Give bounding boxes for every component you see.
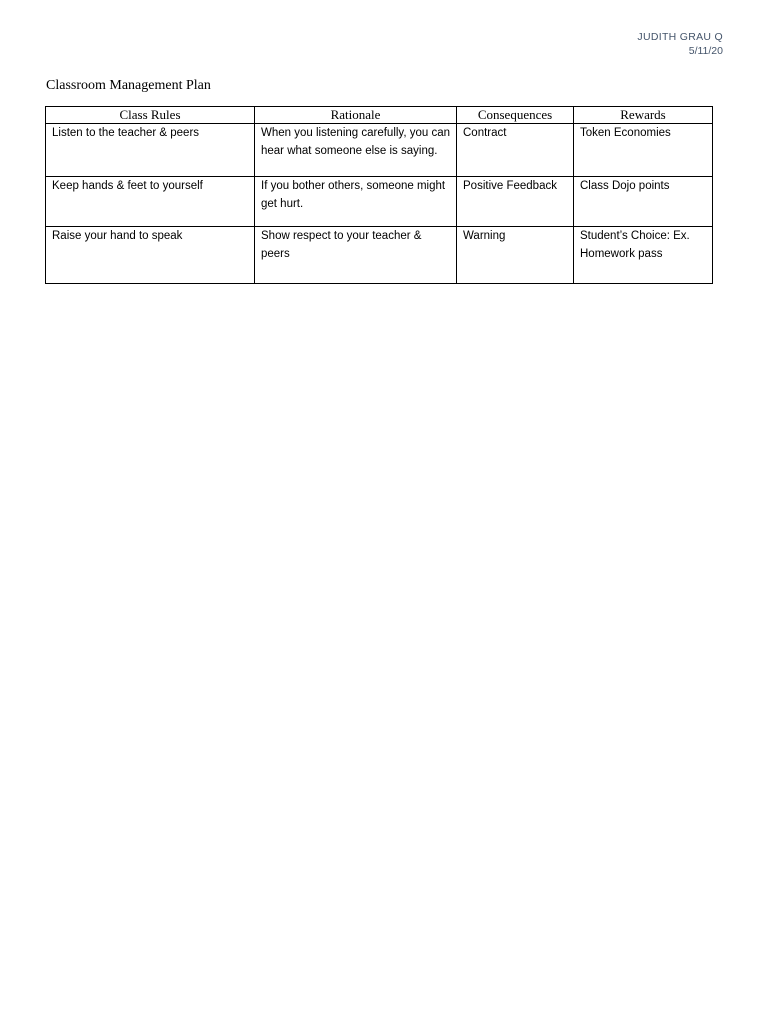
author-name: JUDITH GRAU Q	[637, 31, 723, 43]
column-header-consequences: Consequences	[457, 107, 574, 124]
management-plan-table	[45, 106, 713, 284]
cell-reward: Token Economies	[574, 124, 713, 177]
table-row	[46, 124, 713, 177]
table-header-row	[46, 107, 713, 124]
column-header-rationale: Rationale	[255, 107, 457, 124]
column-header-rewards: Rewards	[574, 107, 713, 124]
cell-class-rule: Keep hands & feet to yourself	[46, 177, 255, 227]
cell-class-rule: Listen to the teacher & peers	[46, 124, 255, 177]
cell-rationale: When you listening carefully, you can hear what someone else is saying.	[255, 124, 457, 177]
cell-class-rule: Raise your hand to speak	[46, 227, 255, 284]
document-date: 5/11/20	[688, 45, 723, 57]
cell-rationale: If you bother others, someone might get hurt.	[255, 177, 457, 227]
cell-consequence: Contract	[457, 124, 574, 177]
cell-consequence: Positive Feedback	[457, 177, 574, 227]
table-row	[46, 177, 713, 227]
cell-reward: Class Dojo points	[574, 177, 713, 227]
page-header	[637, 30, 723, 58]
cell-rationale: Show respect to your teacher & peers	[255, 227, 457, 284]
column-header-class-rules: Class Rules	[46, 107, 255, 124]
document-title: Classroom Management Plan	[46, 78, 211, 93]
cell-consequence: Warning	[457, 227, 574, 284]
table-row	[46, 227, 713, 284]
cell-reward: Student’s Choice: Ex. Homework pass	[574, 227, 713, 284]
